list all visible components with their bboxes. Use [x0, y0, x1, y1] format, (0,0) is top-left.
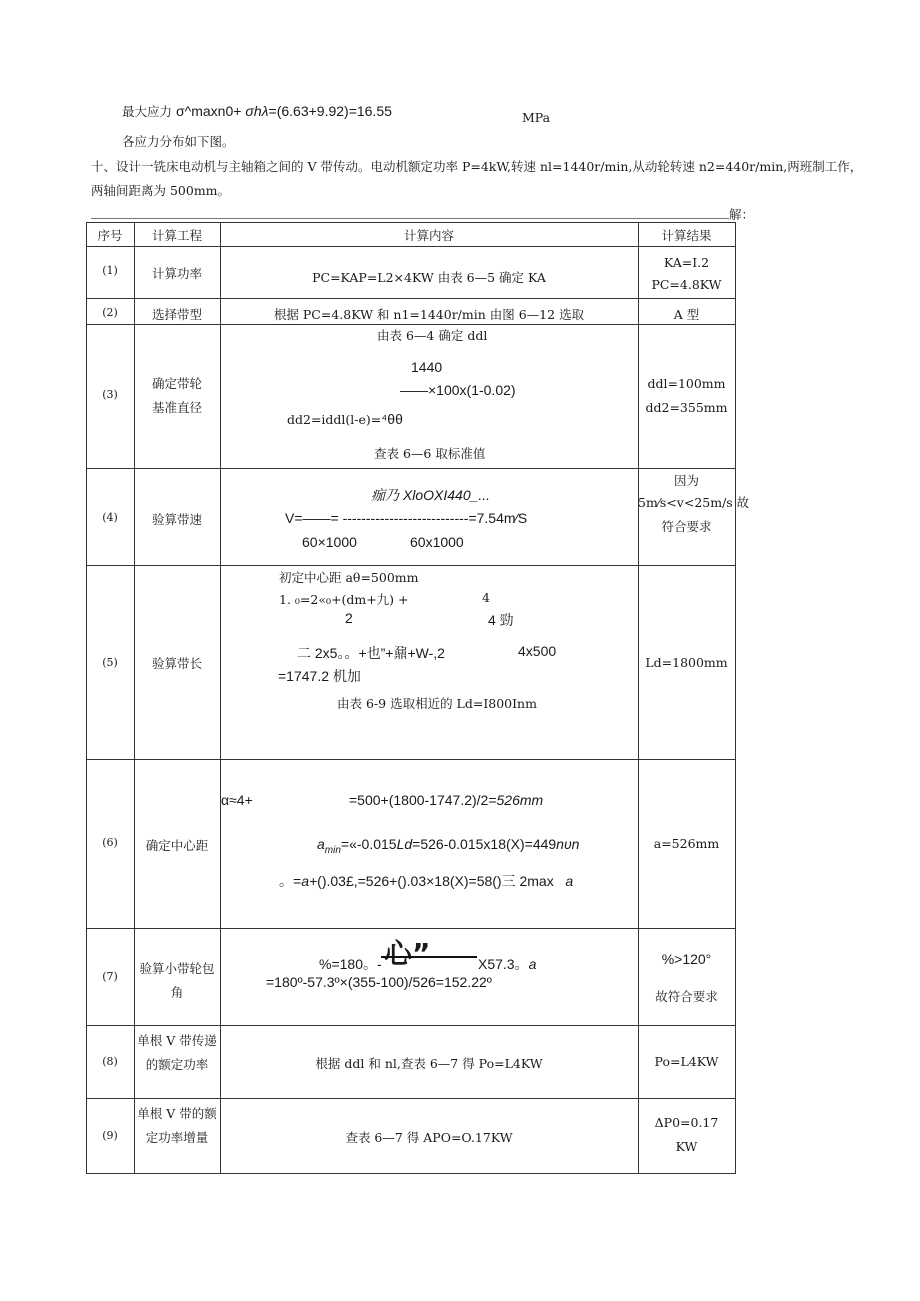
formula-line	[279, 871, 573, 891]
formula-line: 由表 6—4 确定 ddl	[377, 328, 488, 343]
header-item: 计算工程	[151, 228, 202, 243]
formula-line: 二 2x5。。+也”+鼐+W-,2	[297, 645, 445, 661]
table-border	[86, 298, 736, 299]
formula-line: 查表 6—6 取标准值	[374, 446, 486, 461]
row-content: PC=KAP=L2×4KW 由表 6—5 确定 KA	[312, 270, 546, 285]
max-stress-sigma: σhλ	[245, 103, 269, 119]
formula-part: a+	[301, 873, 318, 889]
formula-glyph: 心”	[384, 937, 431, 970]
row-result: ΔP0=0.17	[654, 1115, 719, 1130]
row-item: 单根 V 带传递	[137, 1033, 217, 1048]
row-result: KW	[675, 1139, 698, 1154]
row-item: 验算带长	[151, 656, 202, 671]
row-result: dd2=355mm	[645, 400, 728, 415]
formula-part: Ld	[396, 836, 413, 852]
row-number: (9)	[102, 1129, 118, 1142]
table-border	[220, 222, 221, 1174]
formula-line: V=——= ---------------------------=7.54m⁄S	[285, 510, 528, 526]
row-result: 故符合要求	[655, 989, 718, 1004]
row-content: 根据 PC=4.8KW 和 n1=1440r/min 由图 6—12 选取	[273, 307, 585, 322]
formula-line	[287, 411, 403, 427]
row-result: PC=4.8KW	[651, 277, 722, 292]
problem-statement: 十、设计一铣床电动机与主轴箱之间的 V 带传动。电动机额定功率 P=4kW,转速 nl=1440r/min,从动轮转速 n2=440r/min,两班制工作，两轴间距离为 500mm。	[91, 159, 863, 198]
formula-part: =«-0.015	[340, 836, 397, 852]
table-border	[86, 1173, 736, 1174]
formula-part: 。=	[279, 873, 302, 889]
formula-line: =1747.2 机加	[278, 668, 361, 684]
row-number: (2)	[102, 306, 118, 319]
formula-part: 526mm	[496, 792, 544, 808]
row-item: 确定带轮	[151, 376, 202, 391]
row-item: 角	[170, 985, 184, 1000]
table-border	[86, 222, 736, 223]
row-number: (4)	[102, 511, 118, 524]
table-border	[86, 928, 736, 929]
formula-line: 4	[482, 590, 490, 605]
row-number: (7)	[102, 970, 118, 983]
table-border	[86, 246, 736, 247]
formula-line: 1440	[411, 359, 443, 375]
row-item: 基准直径	[151, 400, 202, 415]
header-content: 计算内容	[403, 228, 454, 243]
row-number: (6)	[102, 836, 118, 849]
row-item: 定功率增量	[145, 1130, 209, 1145]
formula-line: =180º-57.3º×(355-100)/526=152.22º	[266, 974, 492, 990]
formula-part: ().03£,=526+().03×18(X)=58()三 2max	[317, 873, 554, 889]
row-result: Ld=1800mm	[645, 655, 728, 670]
formula-part: =500+(1800-1747.2)/2=	[349, 792, 497, 808]
row-number: (5)	[102, 656, 118, 669]
formula-part: a	[565, 873, 574, 889]
formula-part: a	[528, 956, 537, 972]
formula-line	[221, 792, 253, 808]
stress-distribution-text: 各应力分布如下图。	[122, 134, 235, 149]
formula-part: nυn	[556, 836, 580, 852]
formula-line	[317, 836, 579, 856]
row-result: %>120°	[661, 951, 712, 967]
table-border	[735, 222, 736, 1174]
formula-line: 由表 6-9 选取相近的 Ld=I800Inm	[337, 696, 537, 711]
table-border	[86, 759, 736, 760]
row-result: ddl=100mm	[647, 376, 726, 391]
fraction-bar	[381, 956, 477, 958]
header-result: 计算结果	[661, 228, 712, 243]
formula-line	[319, 954, 382, 974]
table-border	[638, 222, 639, 1174]
formula-part: X57.3。	[478, 956, 529, 972]
formula-line: 60x1000	[410, 534, 464, 550]
table-border	[86, 222, 87, 1174]
max-stress-line	[122, 102, 392, 120]
solution-label: 解：	[729, 207, 755, 222]
row-result: a=526mm	[653, 836, 720, 851]
max-stress-prefix: 最大应力	[122, 104, 173, 119]
formula-line: ——×100x(1-0.02)	[400, 382, 516, 398]
formula-part: min	[324, 844, 341, 856]
formula-part: a	[317, 836, 325, 852]
row-item: 单根 V 带的额	[137, 1106, 217, 1121]
header-no: 序号	[97, 228, 123, 243]
formula-line	[349, 792, 543, 808]
table-border	[86, 468, 736, 469]
solution-rule	[91, 218, 729, 219]
row-result: KA=I.2	[663, 255, 710, 270]
formula-line	[478, 954, 536, 974]
formula-line: 1. ₀=2«₀+(dm+九) +	[279, 592, 409, 607]
formula-line: 60×1000	[302, 534, 357, 550]
formula-part: dd2=iddl(l-e)=	[287, 412, 382, 427]
formula-part: =526-0.015x18(X)=449	[412, 836, 557, 852]
row-number: (3)	[102, 388, 118, 401]
formula-line: 2	[345, 610, 353, 626]
calculation-table	[86, 222, 750, 1174]
row-content: 根据 ddl 和 nl,查表 6—7 得 Po=L4KW	[315, 1056, 543, 1071]
row-item: 验算带速	[151, 512, 202, 527]
max-stress-formula: σ^maxn0+	[176, 103, 242, 119]
max-stress-unit: MPa	[522, 110, 551, 125]
row-result: A 型	[673, 307, 700, 322]
row-item: 计算功率	[151, 266, 202, 281]
formula-part: %=180。-	[319, 956, 382, 972]
row-item: 选择带型	[151, 307, 202, 322]
formula-line: 初定中心距 aθ=500mm	[279, 570, 419, 585]
table-border	[86, 324, 736, 325]
formula-line: 痂乃 XloOXI440_...	[371, 487, 491, 503]
row-content: 查表 6—7 得 APO=O.17KW	[345, 1130, 513, 1145]
table-border	[86, 1025, 736, 1026]
formula-part: ⁴θθ	[381, 411, 403, 427]
row-result: Po=L4KW	[654, 1054, 719, 1069]
max-stress-value: =(6.63+9.92)=16.55	[268, 103, 392, 119]
row-number: (8)	[102, 1055, 118, 1068]
row-number: (1)	[102, 264, 118, 277]
row-result: 因为	[673, 473, 699, 488]
row-item: 验算小带轮包	[139, 961, 215, 976]
row-item: 确定中心距	[145, 838, 209, 853]
row-result: 符合要求	[661, 519, 712, 534]
formula-line: 4 勁	[488, 612, 514, 628]
row-result: 5m⁄s<v<25m/s 故	[638, 495, 750, 510]
formula-line: 4x500	[518, 643, 557, 659]
row-item: 的额定功率	[145, 1057, 209, 1072]
table-border	[86, 565, 736, 566]
formula-part: α≈4+	[221, 792, 253, 808]
table-border	[86, 1098, 736, 1099]
